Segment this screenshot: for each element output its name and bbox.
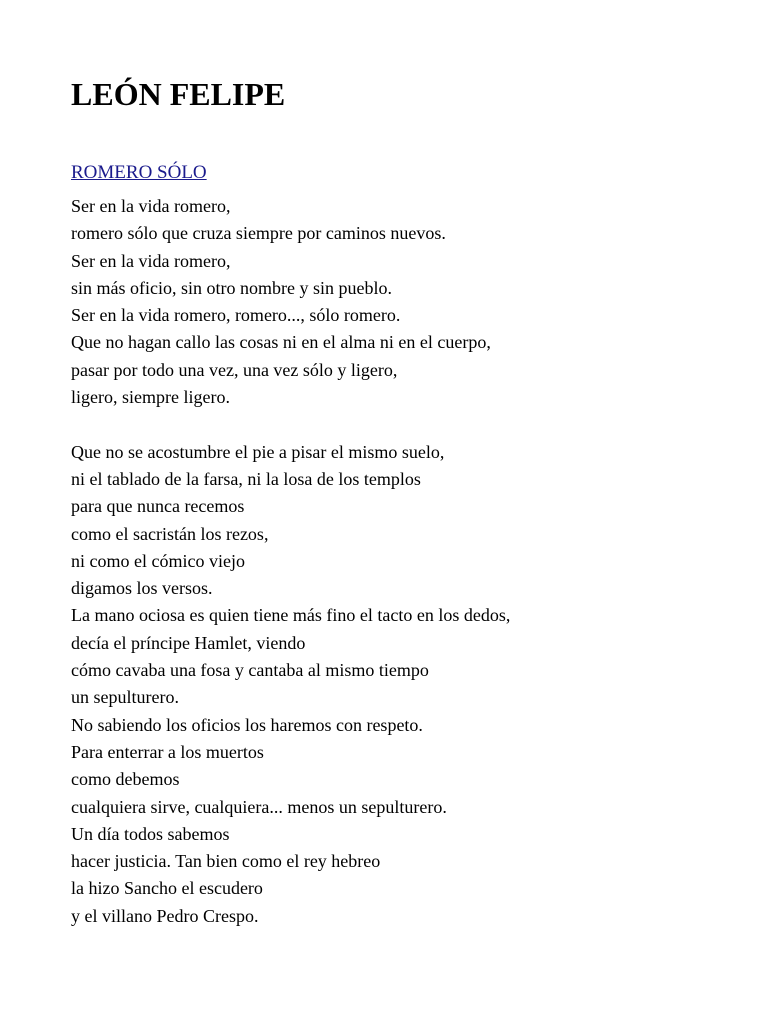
poem-line: y el villano Pedro Crespo. [71,905,259,926]
poem-line: No sabiendo los oficios los haremos con respeto. [71,714,423,735]
poem-line: sin más oficio, sin otro nombre y sin pueblo. [71,277,392,298]
poem-line: ni el tablado de la farsa, ni la losa de los templos [71,468,421,489]
poem-line: ligero, siempre ligero. [71,387,230,408]
poem-line: cualquiera sirve, cualquiera... menos un sepulturero. [71,796,447,817]
poem-line: romero sólo que cruza siempre por caminos nuevos. [71,223,446,244]
poem-line: digamos los versos. [71,578,213,599]
poem-line: Ser en la vida romero, romero..., sólo romero. [71,305,401,326]
poem-line: cómo cavaba una fosa y cantaba al mismo tiempo [71,660,429,681]
poem-title-link[interactable]: ROMERO SÓLO [71,162,207,183]
poem-line: pasar por todo una vez, una vez sólo y ligero, [71,359,398,380]
poem-line: Que no hagan callo las cosas ni en el alma ni en el cuerpo, [71,332,491,353]
poem-line: un sepulturero. [71,687,179,708]
poem-line: como el sacristán los rezos, [71,523,269,544]
poem-line: para que nunca recemos [71,496,245,517]
poem-line: ni como el cómico viejo [71,550,245,571]
poem-body [71,193,731,957]
poem-line: Para enterrar a los muertos [71,741,264,762]
poem-line: decía el príncipe Hamlet, viendo [71,632,306,653]
poem-stanza [71,439,731,930]
poem-line: hacer justicia. Tan bien como el rey hebreo [71,851,381,872]
poem-line: Un día todos sabemos [71,823,230,844]
poem-line: Que no se acostumbre el pie a pisar el mismo suelo, [71,441,445,462]
poem-line: Ser en la vida romero, [71,250,231,271]
poem-line: Ser en la vida romero, [71,196,231,216]
poem-line: La mano ociosa es quien tiene más fino el tacto en los dedos, [71,605,511,626]
poem-line: como debemos [71,769,180,790]
poem-stanza [71,193,731,411]
author-heading: LEÓN FELIPE [71,76,286,112]
poem-line: la hizo Sancho el escudero [71,878,263,899]
